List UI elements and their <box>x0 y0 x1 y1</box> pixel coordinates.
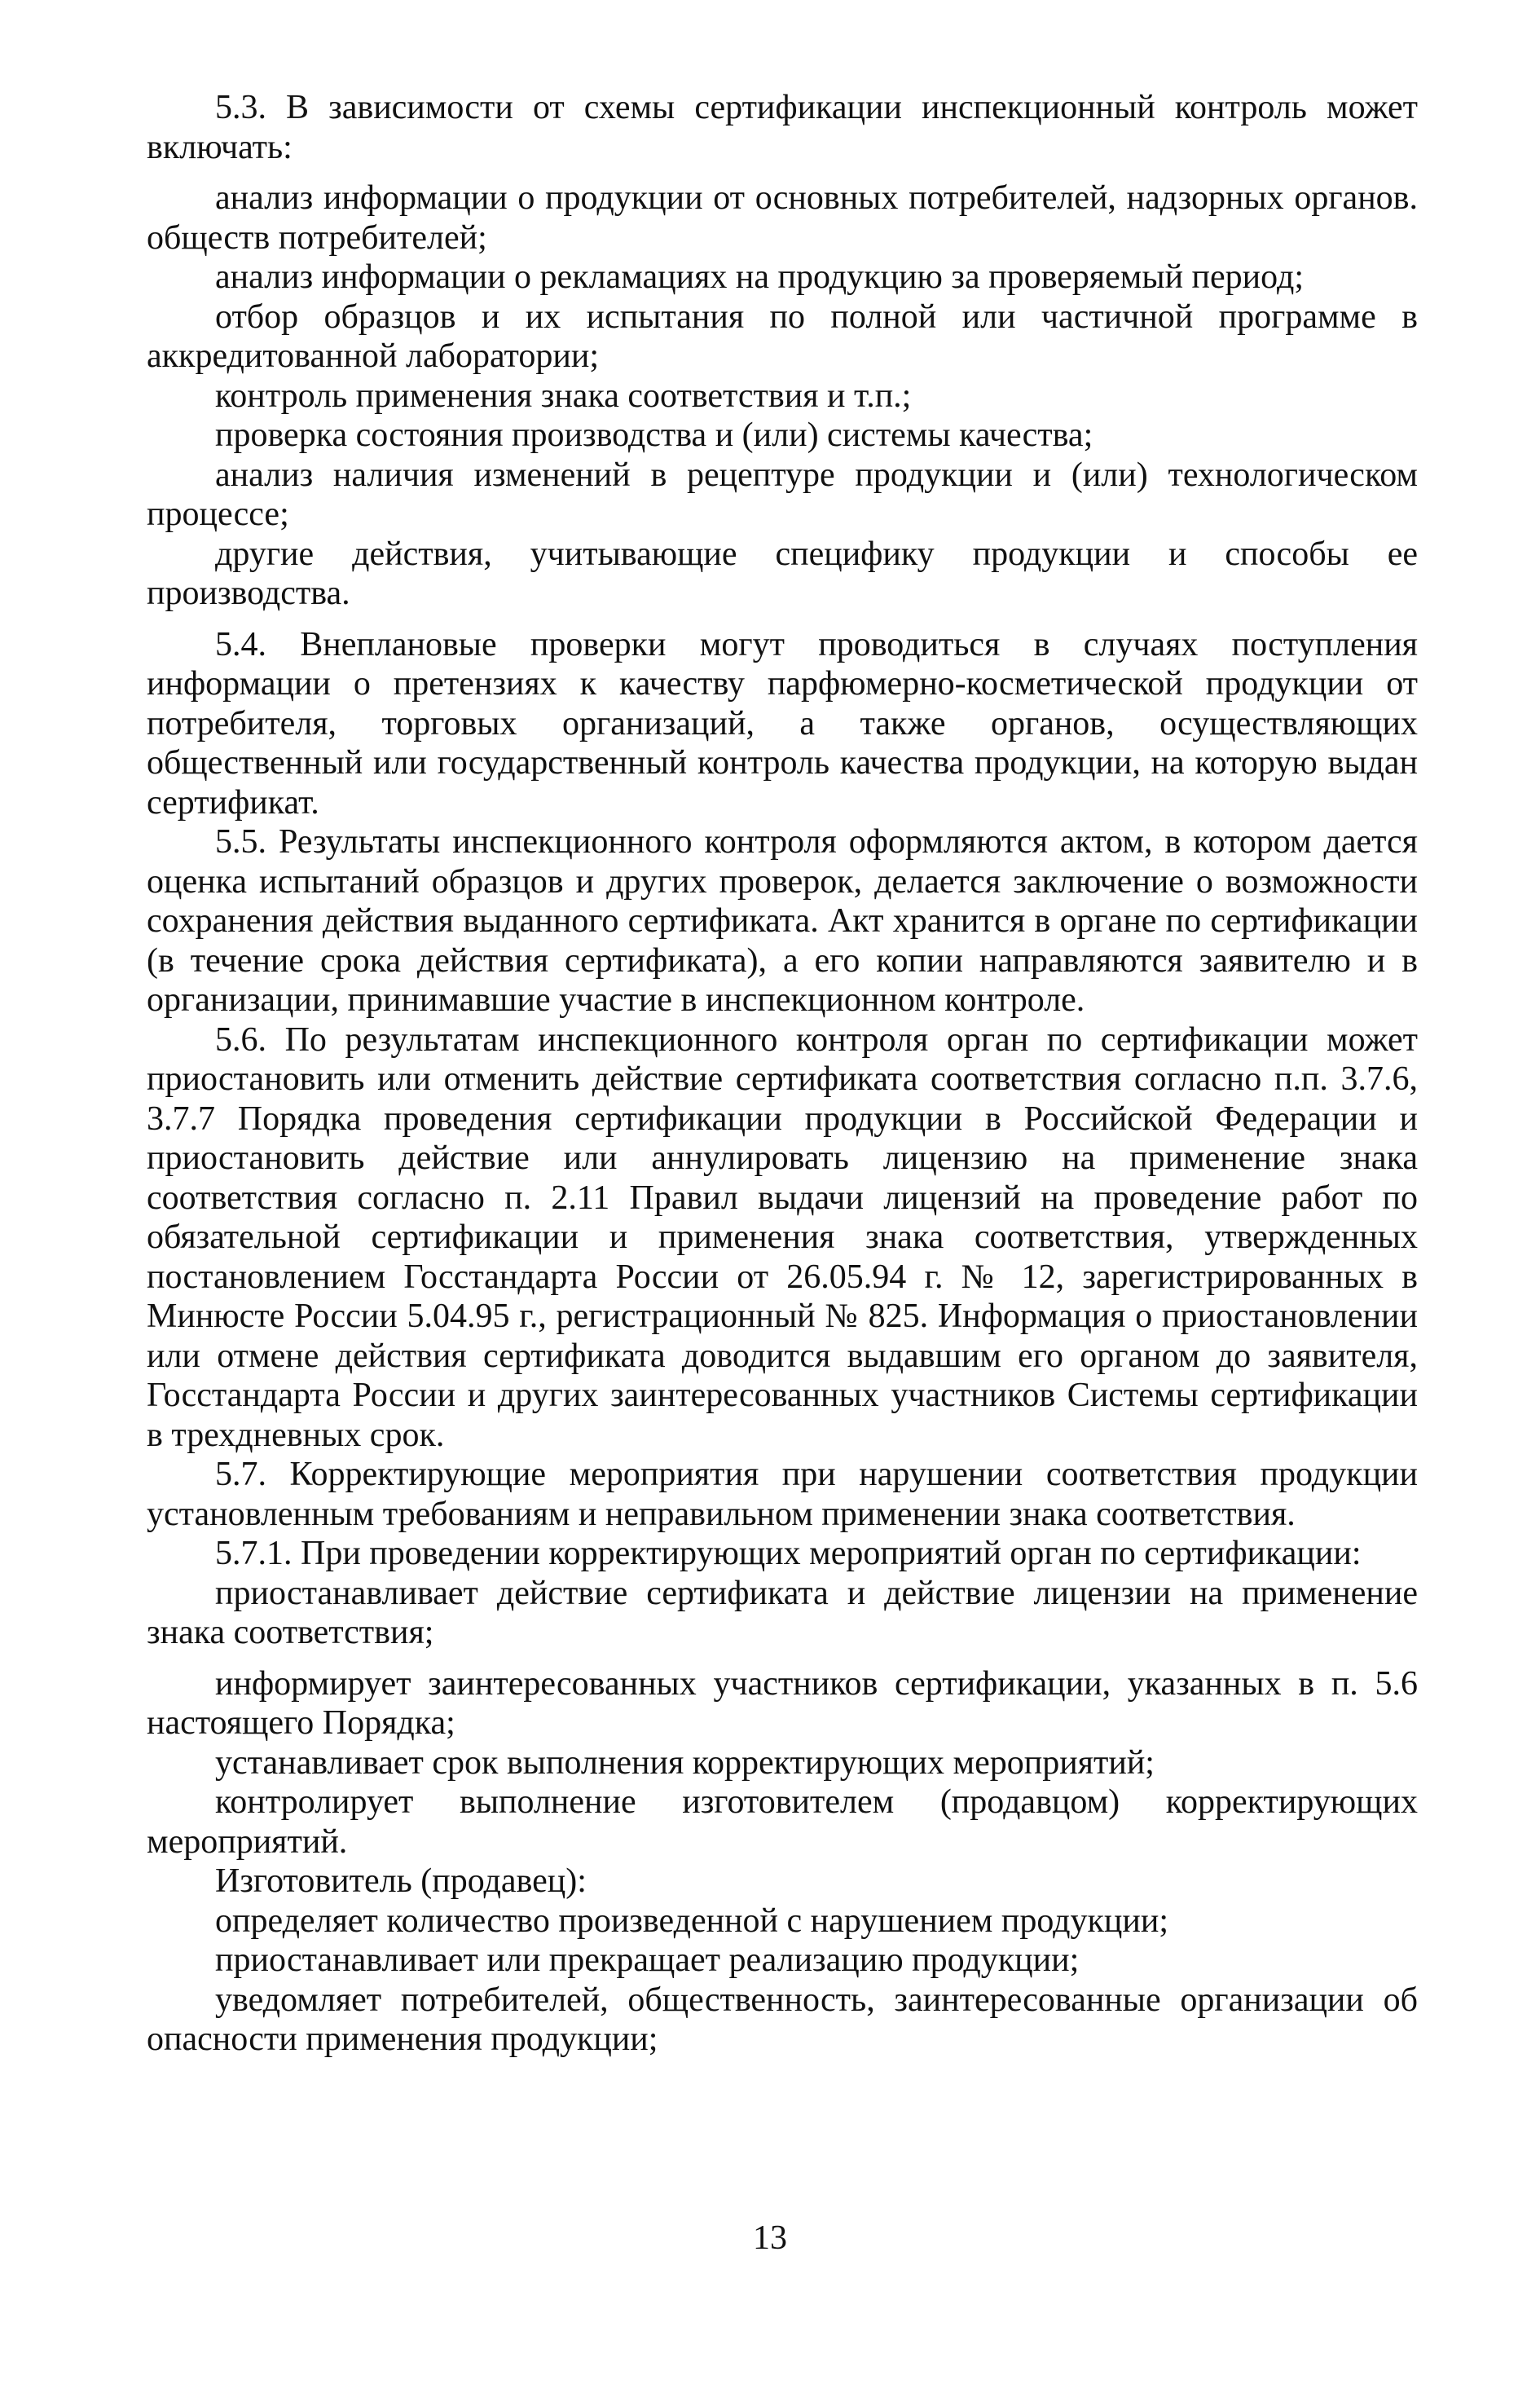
list-item: устанавливает срок выполнения корректирующих мероприятий; <box>215 1743 1155 1782</box>
paragraph-5-4: 5.4. Внеплановые проверки могут проводиться в случаях поступления информации о претензиях к качеству парфюмерно-косметической продукции от потребителя, торговых организаций, а также органов, осуществляющих общественный или государственный контроль качества продукции, на которую выдан сертификат. <box>147 625 1418 822</box>
paragraph-5-7: 5.7. Корректирующие мероприятия при нарушении соответствия продукции установленным требованиям и неправильном применении знака соответствия. <box>147 1456 1418 1533</box>
list-item: другие действия, учитывающие специфику продукции и способы ее производства. <box>147 535 1418 612</box>
list-item: приостанавливает или прекращает реализацию продукции; <box>215 1941 1080 1979</box>
list-item: информирует заинтересованных участников сертификации, указанных в п. 5.6 настоящего Порядка; <box>147 1664 1418 1742</box>
paragraph-5-5: 5.5. Результаты инспекционного контроля оформляются актом, в котором дается оценка испытаний образцов и других проверок, делается заключение о возможности сохранения действия выданного сертификата. Акт хранится в органе по сертификации (в течение срока действия сертификата), а его копии направляются заявителю и в организации, принимавшие участие в инспекционном контроле. <box>147 823 1418 1019</box>
list-item: анализ информации о рекламациях на продукцию за проверяемый период; <box>215 258 1304 296</box>
list-item: уведомляет потребителей, общественность, заинтересованные организации об опасности применения продукции; <box>147 1981 1418 2058</box>
list-item: анализ информации о продукции от основных потребителей, надзорных органов. обществ потребителей; <box>147 179 1418 257</box>
list-item: анализ наличия изменений в рецептуре продукции и (или) технологическом процессе; <box>147 456 1418 533</box>
subheading-manufacturer: Изготовитель (продавец): <box>215 1862 587 1900</box>
paragraph-5-7-1: 5.7.1. При проведении корректирующих мероприятий орган по сертификации: <box>215 1535 1362 1572</box>
list-item: проверка состояния производства и (или) системы качества; <box>215 416 1093 454</box>
paragraph-5-6: 5.6. По результатам инспекционного контроля орган по сертификации может приостановить или отменить действие сертификата соответствия согласно п.п. 3.7.6, 3.7.7 Порядка проведения сертификации продукции в Российской Федерации и приостановить действие или аннулировать лицензию на применение знака соответствия согласно п. 2.11 Правил выдачи лицензий на проведение работ по обязательной сертификации и применения знака соответствия, утвержденных постановлением Госстандарта России от 26.05.94 г. № 12, зарегистрированных в Минюсте России 5.04.95 г., регистрационный № 825. Информация о приостановлении или отмене действия сертификата доводится выдавшим его органом до заявителя, Госстандарта России и других заинтересованных участников Системы сертификации в трехдневных срок. <box>147 1020 1418 1454</box>
list-item: отбор образцов и их испытания по полной или частичной программе в аккредитованной лаборатории; <box>147 297 1418 375</box>
page-number: 13 <box>753 2219 787 2257</box>
list-item: контроль применения знака соответствия и т.п.; <box>215 377 912 415</box>
paragraph-5-3: 5.3. В зависимости от схемы сертификации инспекционный контроль может включать: <box>147 89 1418 166</box>
list-item: приостанавливает действие сертификата и действие лицензии на применение знака соответствия; <box>147 1574 1418 1651</box>
list-item: определяет количество произведенной с нарушением продукции; <box>215 1901 1169 1940</box>
page-body <box>147 88 1418 2060</box>
list-item: контролирует выполнение изготовителем (продавцом) корректирующих мероприятий. <box>147 1783 1418 1861</box>
